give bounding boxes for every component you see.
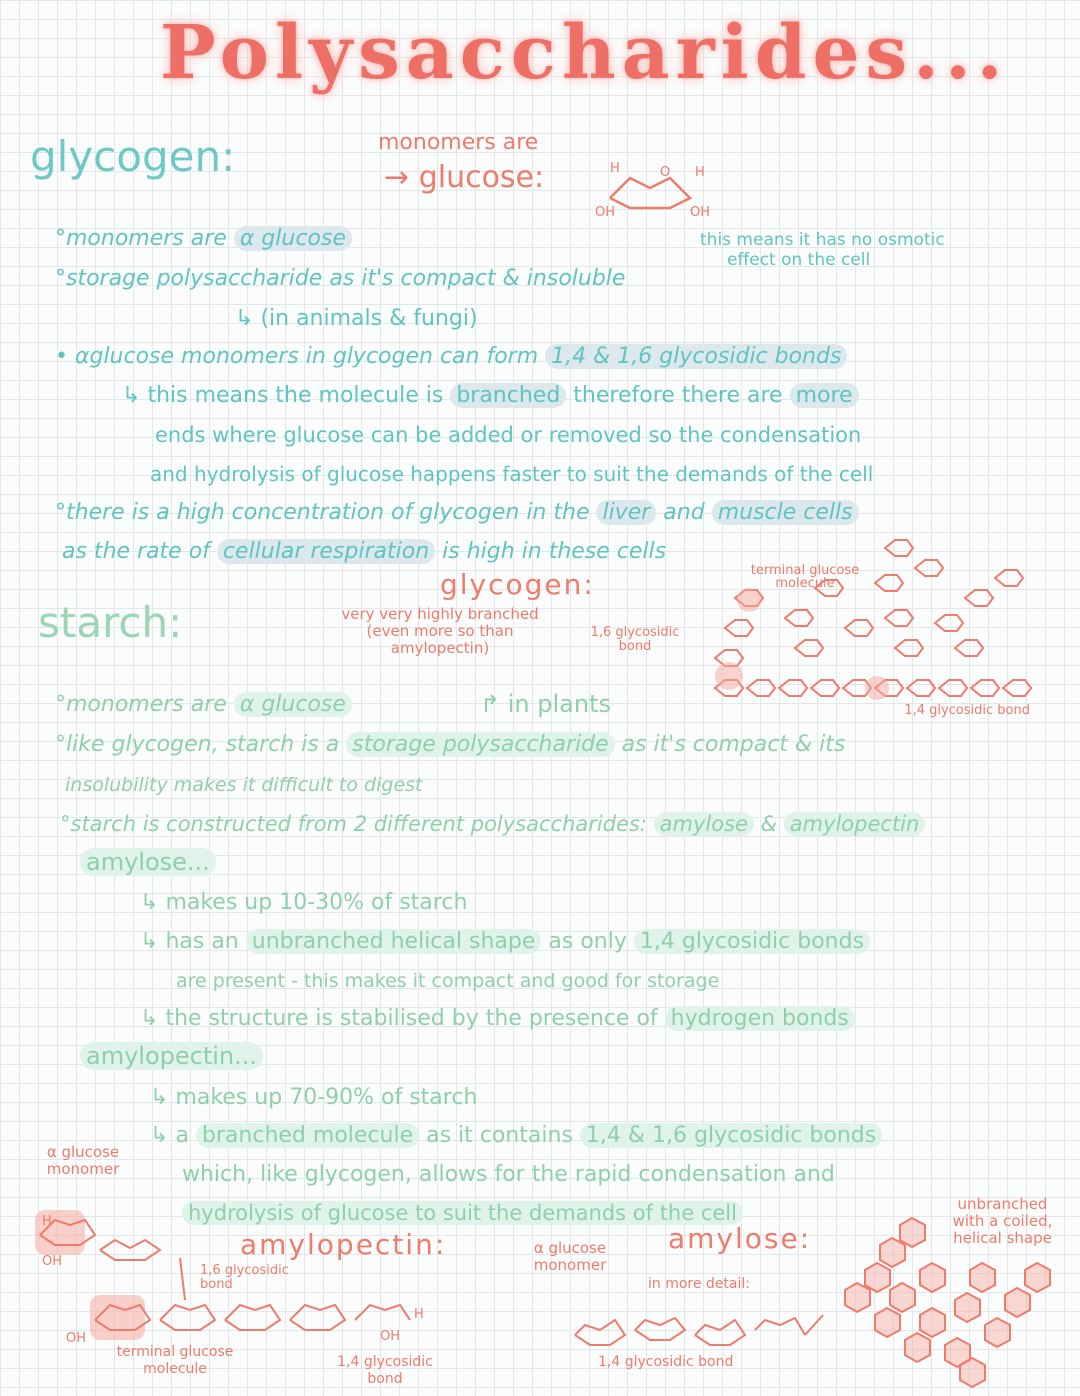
svg-text:H: H [610,161,620,176]
svg-text:OH: OH [380,1329,401,1344]
page-title: Polysaccharides... [160,10,1009,96]
amylose-detail-structure [565,1290,825,1360]
helical-note: unbranched with a coiled, helical shape [952,1195,1053,1247]
amylose-helix-structure [830,1210,1060,1390]
glycogen-bullet-2: °storage polysaccharide as it's compact & insoluble [55,266,626,291]
amylopectin-point-2-cont-2: hydrolysis of glucose to suit the demands of the cell [182,1201,743,1225]
svg-text:OH: OH [42,1254,63,1269]
glycogen-bullet-3-sub-2: ends where glucose can be added or removed so the condensation [155,423,862,447]
glycogen-bond14-label: 1,4 glycosidic bond [904,703,1030,718]
alpha-glucose-monomer-mid: α glucose monomer [533,1239,607,1274]
glycogen-branched-diagram [685,528,1045,708]
glycogen-diagram-title: glycogen: [440,568,595,601]
starch-bullet-2: °like glycogen, starch is a storage polysaccharide as it's compact & its [55,732,846,757]
amylopectin-bond14-label: 1,4 glycosidic bond [337,1354,433,1387]
amylose-point-3: ↳ the structure is stabilised by the presence of hydrogen bonds [140,1006,855,1031]
alpha-glucose-monomer-left: α glucose monomer [46,1143,120,1178]
monomer-note-2: → glucose: [384,160,545,195]
glycogen-bullet-3: • αglucose monomers in glycogen can form 1,4 & 1,6 glycosidic bonds [55,344,847,369]
starch-plants-note: ↱ in plants [480,690,611,718]
svg-text:H: H [42,1214,52,1229]
in-more-detail-label: in more detail: [648,1276,750,1292]
glycogen-bullet-3-sub-1: ↳ this means the molecule is branched therefore there are more [122,383,859,408]
svg-text:H: H [695,165,705,180]
amylopectin-point-1: ↳ makes up 70-90% of starch [150,1085,478,1110]
amylopectin-point-2: ↳ a branched molecule as it contains 1,4 & 1,6 glycosidic bonds [150,1123,882,1148]
amylopectin-bond16-label: 1,6 glycosidic bond [200,1263,289,1292]
glycogen-bullet-3-sub-3: and hydrolysis of glucose happens faster to suit the demands of the cell [150,462,874,486]
monomer-note-1: monomers are [378,130,539,155]
svg-text:OH: OH [66,1331,87,1346]
glycogen-heading: glycogen: [30,132,236,181]
starch-bullet-1: °monomers are α glucose [55,692,352,717]
glycogen-bullet-2-sub: ↳ (in animals & fungi) [235,306,478,331]
starch-heading: starch: [38,598,183,647]
glucose-structure-top [590,158,720,218]
amylopectin-structure [30,1180,450,1350]
amylose-diagram-title: amylose: [668,1222,812,1255]
amylose-point-2-cont: are present - this makes it compact and good for storage [176,970,720,992]
glycogen-bond16-label: 1,6 glycosidic bond [590,625,680,654]
starch-bullet-2-line-2: insolubility makes it difficult to digest [65,774,423,796]
amylose-heading: amylose... [80,848,216,876]
glycogen-diagram-note: very very highly branched (even more so than amylopectin) [341,605,539,657]
starch-bullet-3: °starch is constructed from 2 different polysaccharides: amylose & amylopectin [60,812,925,836]
svg-text:OH: OH [690,205,711,218]
glycogen-bullet-4-line-2: as the rate of cellular respiration is high in these cells [62,539,667,564]
amylose-point-1: ↳ makes up 10-30% of starch [140,890,468,915]
amylose-bond-label: 1,4 glycosidic bond [598,1354,734,1370]
osmotic-note: this means it has no osmotic effect on the cell [700,230,945,270]
svg-text:OH: OH [595,205,616,218]
glycogen-bullet-1: °monomers are α glucose [55,226,352,251]
amylopectin-point-2-cont-1: which, like glycogen, allows for the rapid condensation and [182,1162,835,1187]
glycogen-terminal-label: terminal glucose molecule [750,563,860,591]
svg-text:H: H [414,1307,424,1322]
svg-text:O: O [660,165,671,180]
amylopectin-terminal-label: terminal glucose molecule [116,1344,234,1377]
amylose-point-2: ↳ has an unbranched helical shape as only 1,4 glycosidic bonds [140,929,870,954]
amylopectin-heading: amylopectin... [80,1042,263,1070]
glycogen-bullet-4: °there is a high concentration of glycogen in the liver and muscle cells [55,500,859,525]
amylopectin-diagram-title: amylopectin: [240,1228,447,1261]
glucose-label: glucose: [418,160,545,195]
